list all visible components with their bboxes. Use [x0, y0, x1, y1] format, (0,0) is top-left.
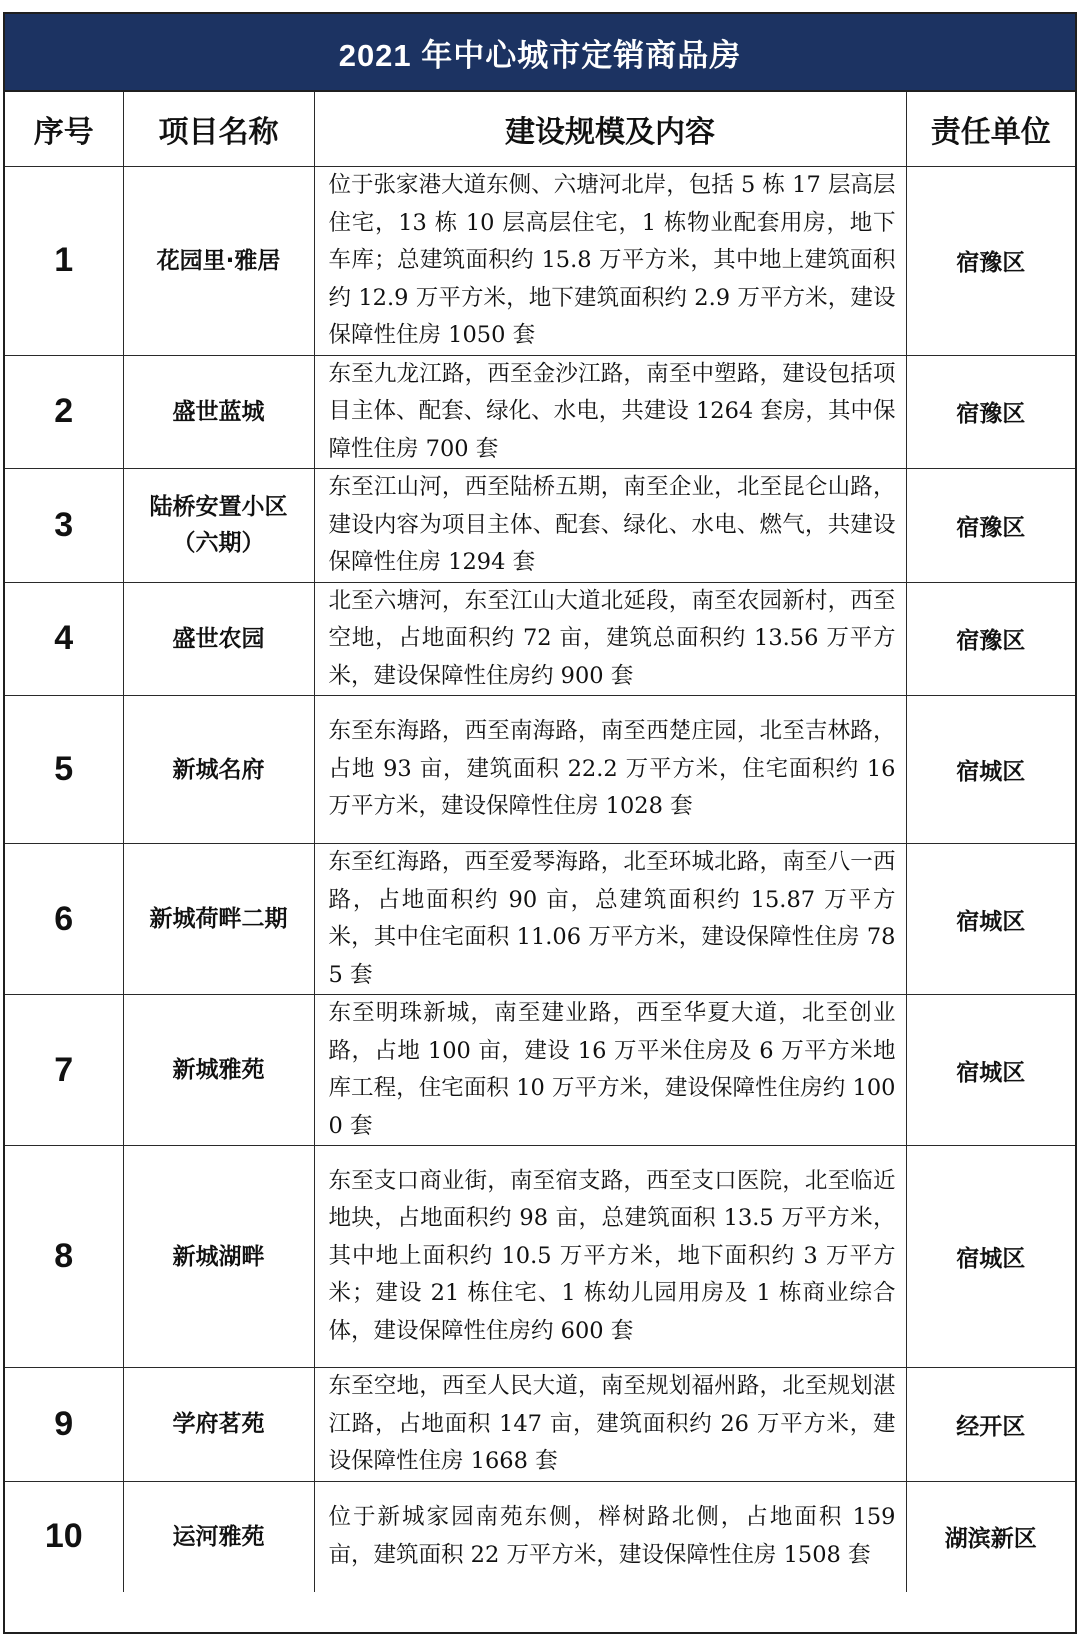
table-row: [5, 995, 1075, 1146]
row-number: 1: [5, 167, 123, 356]
header-name: 项目名称: [123, 92, 314, 167]
table-row: [5, 1481, 1075, 1592]
header-no: 序号: [5, 92, 123, 167]
housing-table-sheet: [3, 12, 1077, 1634]
project-name: 盛世农园: [123, 582, 314, 696]
responsible-unit: 宿城区: [906, 1146, 1075, 1368]
responsible-unit: 宿城区: [906, 995, 1075, 1146]
header-unit: 责任单位: [906, 92, 1075, 167]
header-content: 建设规模及内容: [314, 92, 906, 167]
table-row: [5, 355, 1075, 469]
responsible-unit: 宿豫区: [906, 582, 1075, 696]
table-title: 2021 年中心城市定销商品房: [5, 14, 1075, 92]
responsible-unit: 宿城区: [906, 696, 1075, 844]
project-description: 东至东海路，西至南海路，南至西楚庄园，北至吉林路，占地 93 亩，建筑面积 22.2 万平方米，住宅面积约 16 万平方米，建设保障性住房 1028 套: [314, 696, 906, 844]
responsible-unit: 宿豫区: [906, 469, 1075, 583]
project-name: 新城湖畔: [123, 1146, 314, 1368]
responsible-unit: 宿城区: [906, 844, 1075, 995]
project-description: 位于新城家园南苑东侧，榉树路北侧，占地面积 159 亩，建筑面积 22 万平方米，建设保障性住房 1508 套: [314, 1481, 906, 1592]
row-number: 6: [5, 844, 123, 995]
responsible-unit: 宿豫区: [906, 167, 1075, 356]
housing-table: [5, 92, 1075, 1592]
project-description: 东至空地，西至人民大道，南至规划福州路，北至规划湛江路，占地面积 147 亩，建筑面积约 26 万平方米，建设保障性住房 1668 套: [314, 1368, 906, 1482]
responsible-unit: 宿豫区: [906, 355, 1075, 469]
project-name: 花园里·雅居: [123, 167, 314, 356]
project-name: 学府茗苑: [123, 1368, 314, 1482]
row-number: 2: [5, 355, 123, 469]
project-name: 运河雅苑: [123, 1481, 314, 1592]
header-row: [5, 92, 1075, 167]
table-row: [5, 469, 1075, 583]
responsible-unit: 湖滨新区: [906, 1481, 1075, 1592]
project-name: 新城名府: [123, 696, 314, 844]
table-row: [5, 696, 1075, 844]
table-row: [5, 582, 1075, 696]
project-description: 东至江山河，西至陆桥五期，南至企业，北至昆仑山路，建设内容为项目主体、配套、绿化、水电、燃气，共建设保障性住房 1294 套: [314, 469, 906, 583]
row-number: 8: [5, 1146, 123, 1368]
row-number: 9: [5, 1368, 123, 1482]
project-name: 新城荷畔二期: [123, 844, 314, 995]
responsible-unit: 经开区: [906, 1368, 1075, 1482]
project-name: 盛世蓝城: [123, 355, 314, 469]
project-description: 东至支口商业街，南至宿支路，西至支口医院，北至临近地块，占地面积约 98 亩，总建筑面积 13.5 万平方米，其中地上面积约 10.5 万平方米，地下面积约 3 万平方米；建设 21 栋住宅、1 栋幼儿园用房及 1 栋商业综合体，建设保障性住房约 600 套: [314, 1146, 906, 1368]
table-row: [5, 1146, 1075, 1368]
project-description: 位于张家港大道东侧、六塘河北岸，包括 5 栋 17 层高层住宅，13 栋 10 层高层住宅，1 栋物业配套用房，地下车库；总建筑面积约 15.8 万平方米，其中地上建筑面积约 12.9 万平方米，地下建筑面积约 2.9 万平方米，建设保障性住房 1050 套: [314, 167, 906, 356]
project-description: 北至六塘河，东至江山大道北延段，南至农园新村，西至空地，占地面积约 72 亩，建筑总面积约 13.56 万平方米，建设保障性住房约 900 套: [314, 582, 906, 696]
row-number: 3: [5, 469, 123, 583]
project-description: 东至红海路，西至爱琴海路，北至环城北路，南至八一西路，占地面积约 90 亩，总建筑面积约 15.87 万平方米，其中住宅面积 11.06 万平方米，建设保障性住房 785 套: [314, 844, 906, 995]
table-row: [5, 167, 1075, 356]
row-number: 4: [5, 582, 123, 696]
table-row: [5, 844, 1075, 995]
project-name: 新城雅苑: [123, 995, 314, 1146]
row-number: 10: [5, 1481, 123, 1592]
row-number: 7: [5, 995, 123, 1146]
table-row: [5, 1368, 1075, 1482]
project-description: 东至九龙江路，西至金沙江路，南至中塑路，建设包括项目主体、配套、绿化、水电，共建设 1264 套房，其中保障性住房 700 套: [314, 355, 906, 469]
project-name: 陆桥安置小区（六期）: [123, 469, 314, 583]
row-number: 5: [5, 696, 123, 844]
project-description: 东至明珠新城，南至建业路，西至华夏大道，北至创业路，占地 100 亩，建设 16 万平米住房及 6 万平方米地库工程，住宅面积 10 万平方米，建设保障性住房约 1000 套: [314, 995, 906, 1146]
